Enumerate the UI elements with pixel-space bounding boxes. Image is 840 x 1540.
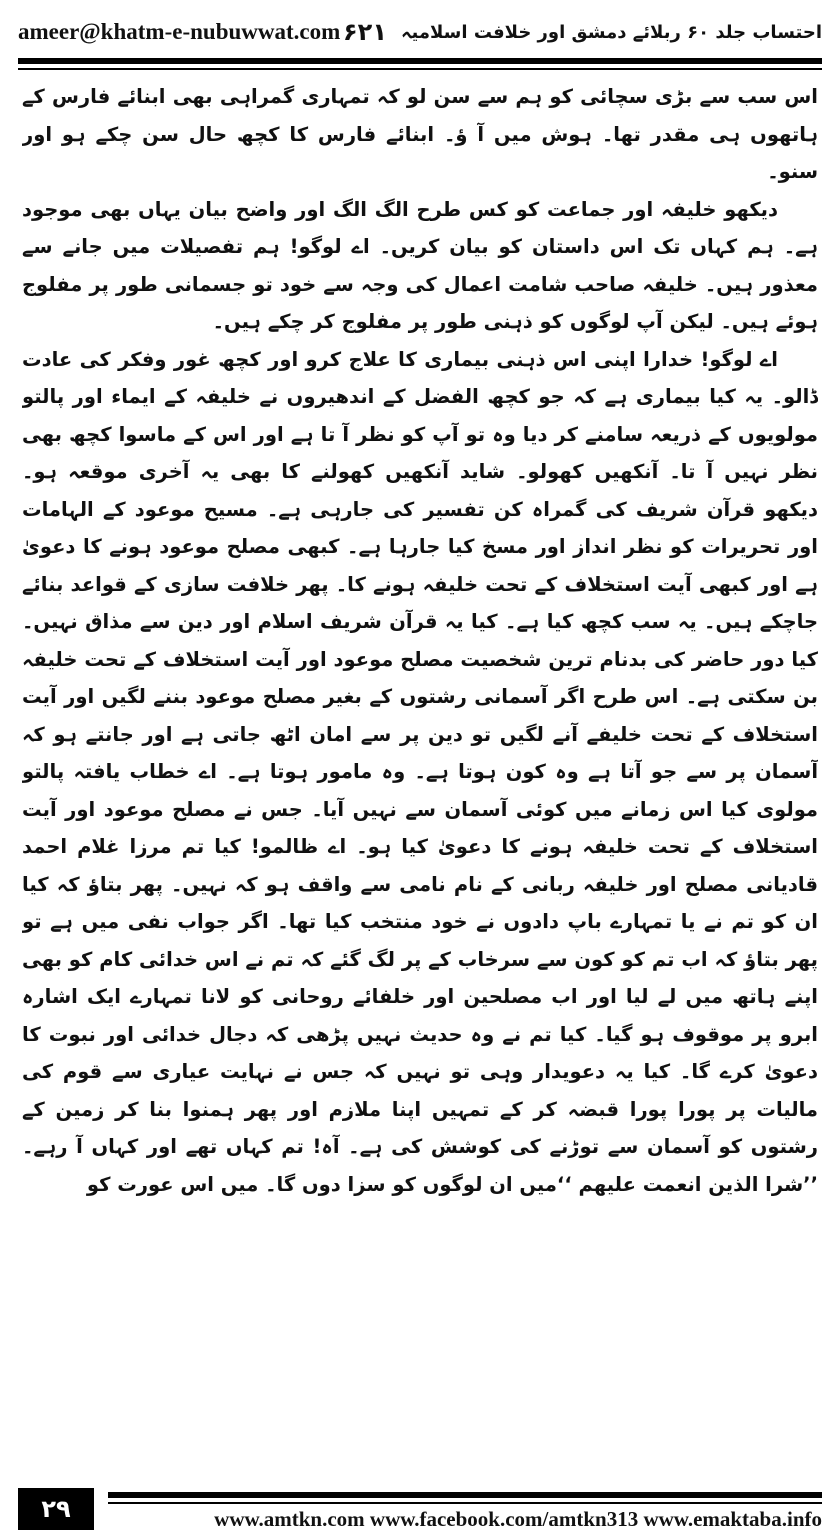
body-text: [22, 78, 818, 1468]
footer-rule-thin: [108, 1502, 822, 1504]
footer-page-number: ۲۹: [18, 1488, 94, 1530]
header-rule-thin: [18, 68, 822, 70]
header-rule-thick: [18, 58, 822, 64]
paragraph-2: دیکھو خلیفہ اور جماعت کو کس طرح الگ الگ اور واضح بیان یہاں بھی موجود ہے۔ ہم کہاں تک اس داستان کو بیان کریں۔ اے لوگو! ہم تفصیلات میں جانے سے معذور ہیں۔ خلیفہ صاحب شامت اعمال کی وجہ سے خود تو جسمانی طور پر مفلوج ہوئے ہیں۔ لیکن آپ لوگوں کو ذہنی طور پر مفلوج کر چکے ہیں۔: [22, 197, 818, 333]
header-book-title: احتساب جلد ۶۰ ربلائے دمشق اور خلافت اسلامیہ: [400, 21, 822, 43]
page-header: [18, 12, 822, 52]
page-footer: [18, 1488, 822, 1532]
header-email: ameer@khatm-e-nubuwwat.com: [18, 19, 341, 44]
footer-website-links: www.amtkn.com www.facebook.com/amtkn313 www.emaktaba.info: [214, 1507, 822, 1531]
header-page-number: ۶۲۱: [343, 18, 387, 46]
footer-rule-thick: [108, 1492, 822, 1498]
header-right: [343, 18, 822, 46]
paragraph-3: اے لوگو! خدارا اپنی اس ذہنی بیماری کا علاج کرو اور کچھ غور وفکر کی عادت ڈالو۔ یہ کیا بیماری ہے کہ جو کچھ الفضل کے اندھیروں نے خلیفہ کے ایماء اور پالتو مولویوں کے ذریعہ سامنے کر دیا وہ تو آپ کو نظر آ تا ہے اور اس کے ماسوا کچھ بھی نظر نہیں آ تا۔ آنکھیں کھولو۔ شاید آنکھیں کھولنے کا بھی یہ آخری موقعہ ہو۔ دیکھو قرآن شریف کی گمراہ کن تفسیر کی جارہی ہے۔ مسیح موعود کے الہامات اور تحریرات کو نظر انداز اور مسخ کیا جارہا ہے۔ کبھی مصلح موعود ہونے کا دعویٰ ہے اور کبھی آیت استخلاف کے تحت خلیفہ ہونے کا۔ پھر خلافت سازی کے قواعد بنائے جاچکے ہیں۔ یہ سب کچھ کیا ہے۔ کیا یہ قرآن شریف اسلام اور دین سے مذاق نہیں۔ کیا دور حاضر کی بدنام ترین شخصیت مصلح موعود اور آیت استخلاف کے تحت خلیفہ بن سکتی ہے۔ اس طرح اگر آسمانی رشتوں کے بغیر مصلح موعود بننے لگیں اور آیت استخلاف کے تحت خلیفے آنے لگیں تو دین پر سے امان اٹھ جاتی ہے اور جانتے ہو کہ آسمان پر سے جو آتا ہے وہ کون ہوتا ہے۔ وہ مامور ہوتا ہے۔ اے خطاب یافتہ پالتو مولوی کیا اس زمانے میں کوئی آسمان سے نہیں آیا۔ جس نے مصلح موعود اور آیت استخلاف کے تحت خلیفہ ہونے کا دعویٰ کیا ہو۔ اے ظالمو! کیا تم مرزا غلام احمد قادیانی مصلح اور خلیفہ ربانی کے نام نامی سے واقف ہو کہ نہیں۔ پھر بتاؤ کہ کیا ان کو تم نے یا تمہارے باپ دادوں نے خود منتخب کیا تھا۔ اگر جواب نفی میں ہے تو پھر بتاؤ کہ اب تم کو کون سے سرخاب کے پر لگ گئے کہ تم نے اس خدائی کام کو بھی اپنے ہاتھ میں لے لیا اور اب مصلحین اور خلفائے روحانی کو لانا تمہارے ایک اشارہ ابرو پر موقوف ہو گیا۔ کیا تم نے وہ حدیث نہیں پڑھی کہ دجال خدائی اور نبوت کا دعویٰ کرے گا۔ کیا یہ دعویدار وہی تو نہیں کہ جس نے نہایت عیاری سے قوم کی مالیات پر پورا پورا قبضہ کر کے تمہیں اپنا ملازم اور پھر ہمنوا بنا کر زمین کے رشتوں کو آسمان سے توڑنے کی کوشش کی ہے۔ آہ! تم کہاں تھے اور کہاں آ رہے۔ ’’شرا الذین انعمت علیھم ‘‘میں ان لوگوں کو سزا دوں گا۔ میں اس عورت کو: [22, 347, 818, 1196]
paragraph-1: اس سب سے بڑی سچائی کو ہم سے سن لو کہ تمہاری گمراہی بھی ابنائے فارس کے ہاتھوں ہی مقدر تھا۔ ہوش میں آ ؤ۔ ابنائے فارس کا کچھ حال سن چکے ہو اور سنو۔: [22, 85, 818, 183]
